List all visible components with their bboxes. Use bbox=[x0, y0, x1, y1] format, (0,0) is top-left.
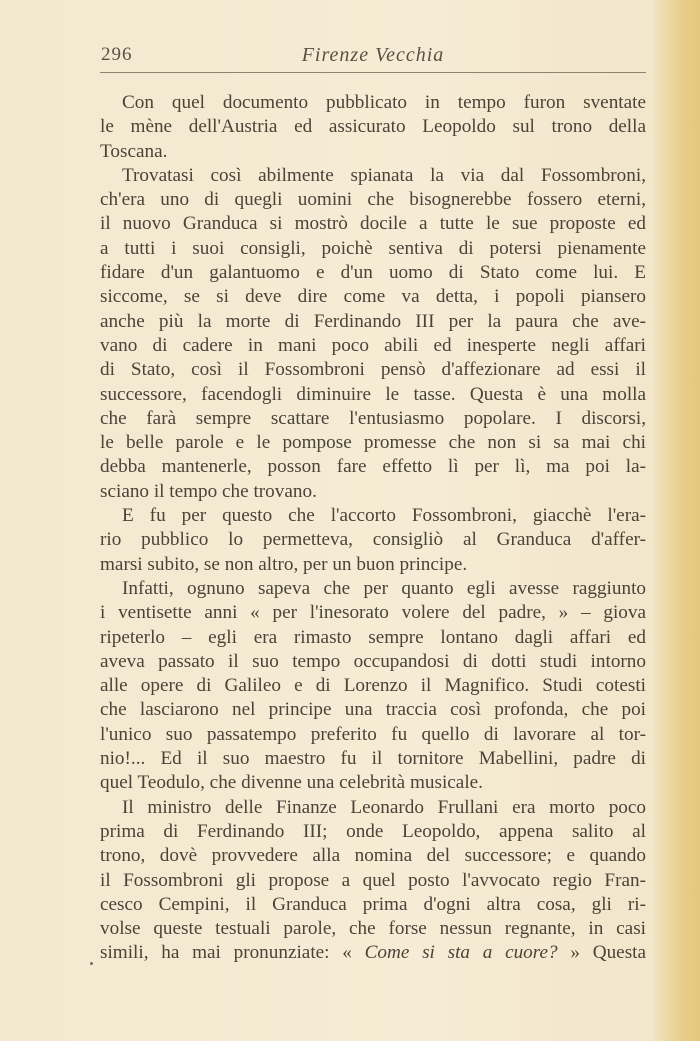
text-line: nio!... Ed il suo maestro fu il tornitore Mabellini, padre di bbox=[100, 748, 646, 770]
text-line: vano di cadere in mani poco abili ed inesperte negli affari bbox=[100, 334, 646, 356]
text-line: aveva passato il suo tempo occupandosi di dotti studi intorno bbox=[100, 650, 646, 672]
text-line: alle opere di Galileo e di Lorenzo il Magnifico. Studi cotesti bbox=[100, 675, 646, 697]
text-line: fidare d'un galantuomo e d'un uomo di Stato come lui. E bbox=[100, 262, 646, 284]
text-line: E fu per questo che l'accorto Fossombroni, giacchè l'era- bbox=[122, 505, 646, 527]
text-line: il Fossombroni gli propose a quel posto l'avvocato regio Fran- bbox=[100, 869, 646, 891]
final-line-quote: Come si sta a cuore? bbox=[364, 942, 558, 964]
text-line: di Stato, così il Fossombroni pensò d'affezionare ad essi il bbox=[100, 359, 646, 381]
text-line: Trovatasi così abilmente spianata la via dal Fossombroni, bbox=[122, 164, 646, 186]
page-number: 296 bbox=[101, 44, 133, 65]
text-line: le belle parole e le pompose promesse che non si sa mai chi bbox=[100, 432, 646, 454]
body-text bbox=[100, 91, 646, 966]
text-line: quel Teodulo, che divenne una celebrità musicale. bbox=[100, 772, 483, 794]
text-line-final bbox=[100, 941, 646, 965]
final-line-before: simili, ha mai pronunziate: « bbox=[100, 942, 365, 964]
running-title: Firenze Vecchia bbox=[301, 44, 445, 66]
text-line: Infatti, ognuno sapeva che per quanto egli avesse raggiunto bbox=[122, 577, 646, 599]
text-line: prima di Ferdinando III; onde Leopoldo, appena salito al bbox=[100, 820, 646, 842]
text-line: trono, dovè provvedere alla nomina del successore; e quando bbox=[100, 845, 646, 867]
text-line: Il ministro delle Finanze Leonardo Frullani era morto poco bbox=[122, 796, 646, 818]
text-line: Con quel documento pubblicato in tempo furon sventate bbox=[122, 92, 646, 113]
text-line: il nuovo Granduca si mostrò docile a tutte le sue proposte ed bbox=[100, 213, 646, 235]
text-line: volse queste testuali parole, che forse nessun regnante, in casi bbox=[100, 918, 646, 940]
text-line: siccome, se si deve dire come va detta, i popoli piansero bbox=[100, 286, 646, 308]
text-line: cesco Cempini, il Granduca prima d'ogni altra cosa, gli ri- bbox=[100, 893, 646, 915]
text-line: l'unico suo passatempo preferito fu quello di lavorare al tor- bbox=[100, 723, 646, 745]
text-line: ch'era uno di quegli uomini che bisognerebbe fossero eterni, bbox=[100, 189, 646, 211]
page-header bbox=[100, 44, 646, 70]
text-line: marsi subito, se non altro, per un buon principe. bbox=[100, 553, 468, 575]
text-line: che lasciarono nel principe una traccia così profonda, che poi bbox=[100, 699, 646, 721]
final-line-after: » Questa bbox=[557, 942, 646, 964]
text-line: successore, facendogli diminuire le tasse. Questa è una molla bbox=[100, 383, 646, 405]
text-line: sciano il tempo che trovano. bbox=[100, 480, 317, 502]
text-line: debba mantenerle, posson fare effetto lì per lì, ma poi la- bbox=[100, 456, 646, 478]
text-line: Toscana. bbox=[100, 140, 168, 162]
text-line: le mène dell'Austria ed assicurato Leopoldo sul trono della bbox=[100, 116, 646, 138]
text-line: ripeterlo – egli era rimasto sempre lontano dagli affari ed bbox=[100, 626, 646, 648]
header-rule bbox=[100, 72, 646, 73]
text-line: che farà sempre scattare l'entusiasmo popolare. I discorsi, bbox=[100, 407, 646, 429]
text-line: anche più la morte di Ferdinando III per la paura che ave- bbox=[100, 310, 646, 332]
text-line: rio pubblico lo permetteva, consigliò al Granduca d'affer- bbox=[100, 529, 646, 551]
text-line: a tutti i suoi consigli, poichè sentiva di potersi pienamente bbox=[100, 237, 646, 259]
text-line: i ventisette anni « per l'inesorato volere del padre, » – giova bbox=[100, 602, 646, 624]
margin-mark bbox=[90, 962, 93, 965]
